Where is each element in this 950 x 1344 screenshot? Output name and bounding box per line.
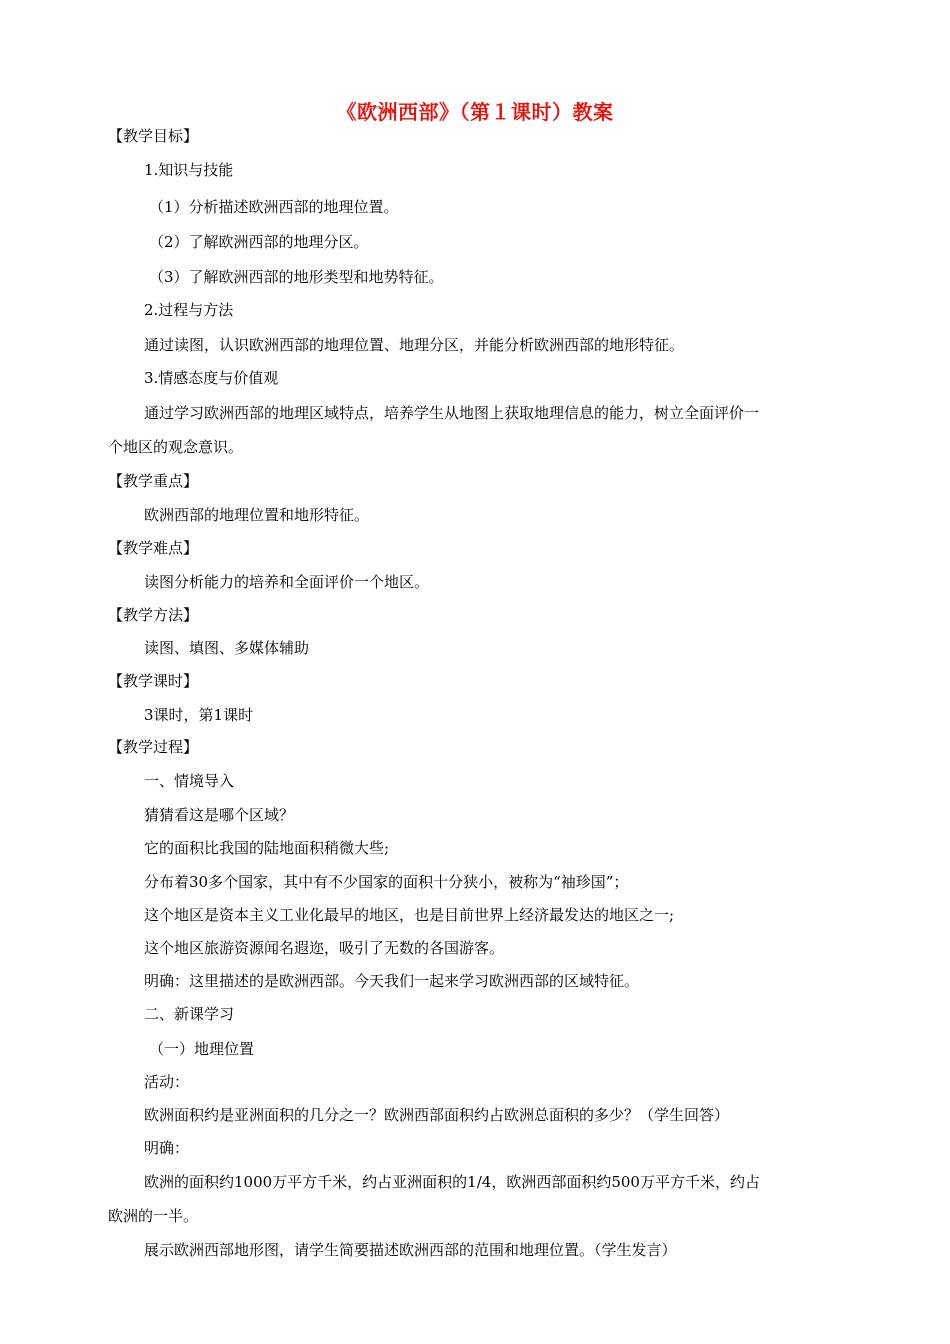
- keypoint-text: 欧洲西部的地理位置和地形特征。: [144, 506, 370, 524]
- attitude-text-line1: 通过学习欧洲西部的地理区域特点，培养学生从地图上获取地理信息的能力，树立全面评价一: [144, 404, 760, 422]
- attitude-heading: 3.情感态度与价值观: [144, 369, 279, 387]
- activity-label: 活动：: [144, 1073, 190, 1091]
- show-map-text: 展示欧洲西部地形图，请学生简要描述欧洲西部的范围和地理位置。（学生发言）: [144, 1241, 677, 1259]
- procedure-heading: 【教学过程】: [108, 738, 199, 756]
- clarify-text-line1: 欧洲的面积约1000万平方千米，约占亚洲面积的1/4，欧洲西部面积约500万平方千米，约占: [144, 1173, 760, 1191]
- intro-line: 分布着30多个国家，其中有不少国家的面积十分狭小，被称为“袖珍国”；: [144, 873, 629, 891]
- objectives-heading: 【教学目标】: [108, 127, 199, 145]
- intro-heading: 一、情境导入: [144, 772, 235, 790]
- intro-line: 这个地区是资本主义工业化最早的地区，也是目前世界上经济最发达的地区之一;: [144, 906, 675, 924]
- knowledge-item: （3）了解欧洲西部的地形类型和地势特征。: [149, 268, 444, 286]
- difficulty-heading: 【教学难点】: [108, 539, 199, 557]
- process-text: 通过读图，认识欧洲西部的地理位置、地理分区，并能分析欧洲西部的地形特征。: [144, 336, 685, 354]
- difficulty-text: 读图分析能力的培养和全面评价一个地区。: [144, 573, 430, 591]
- activity-question: 欧洲面积约是亚洲面积的几分之一？欧洲西部面积约占欧洲总面积的多少？（学生回答）: [144, 1106, 730, 1124]
- intro-line: 明确：这里描述的是欧洲西部。今天我们一起来学习欧洲西部的区域特征。: [144, 972, 640, 990]
- intro-line: 猜猜看这是哪个区域？: [144, 806, 295, 824]
- location-heading: （一）地理位置: [149, 1040, 255, 1058]
- process-heading: 2.过程与方法: [144, 301, 234, 319]
- new-lesson-heading: 二、新课学习: [144, 1005, 235, 1023]
- intro-line: 这个地区旅游资源闻名遐迩，吸引了无数的各国游客。: [144, 939, 505, 957]
- knowledge-item: （2）了解欧洲西部的地理分区。: [149, 233, 369, 251]
- method-text: 读图、填图、多媒体辅助: [144, 639, 310, 657]
- attitude-text-line2: 个地区的观念意识。: [108, 438, 244, 456]
- clarify-text-line2: 欧洲的一半。: [108, 1207, 199, 1225]
- document-title: 《欧洲西部》（第１课时）教案: [336, 100, 614, 124]
- clarify-label: 明确：: [144, 1139, 190, 1157]
- keypoint-heading: 【教学重点】: [108, 472, 199, 490]
- knowledge-heading: 1.知识与技能: [144, 161, 234, 179]
- knowledge-item: （1）分析描述欧洲西部的地理位置。: [149, 198, 399, 216]
- method-heading: 【教学方法】: [108, 606, 199, 624]
- intro-line: 它的面积比我国的陆地面积稍微大些;: [144, 839, 390, 857]
- hours-heading: 【教学课时】: [108, 672, 199, 690]
- hours-text: 3课时，第1课时: [144, 706, 254, 724]
